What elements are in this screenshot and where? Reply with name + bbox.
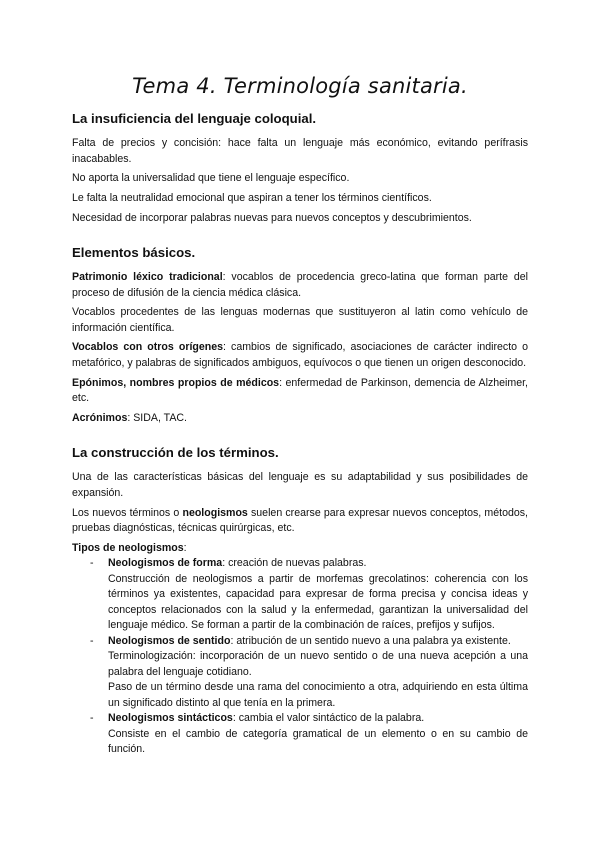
paragraph bbox=[72, 340, 528, 371]
paragraph: Le falta la neutralidad emocional que aspiran a tener los términos científicos. bbox=[72, 191, 432, 204]
list-item bbox=[72, 711, 528, 758]
term-bold: Epónimos, nombres propios de médicos bbox=[72, 376, 280, 389]
paragraph bbox=[72, 506, 528, 537]
list-heading bbox=[72, 541, 528, 557]
item-text: : atribución de un sentido nuevo a una palabra ya existente. bbox=[230, 634, 511, 647]
paragraph bbox=[72, 270, 528, 301]
paragraph-text: : SIDA, TAC. bbox=[127, 411, 187, 424]
term-bold: Neologismos sintácticos bbox=[108, 712, 233, 724]
item-text: : creación de nuevas palabras. bbox=[222, 557, 367, 569]
paragraph-text: : vocablos de procedencia greco-latina que forman parte del proceso de difusión de la ciencia médica clásica. bbox=[72, 271, 528, 299]
term-bold: Vocablos con otros orígenes bbox=[72, 341, 224, 354]
paragraph-text: suelen crearse para expresar nuevos conceptos, métodos, pruebas diagnósticas, técnicas quirúrgicas, etc. bbox=[72, 506, 528, 534]
section-construccion bbox=[72, 444, 528, 757]
item-detail: Paso de un término desde una rama del conocimiento a otra, adquiriendo en esta última un significado distinto al que tenía en la primera. bbox=[108, 681, 528, 709]
item-definition bbox=[108, 711, 528, 727]
paragraph-text: Los nuevos términos o bbox=[72, 506, 183, 519]
dash-bullet: - bbox=[90, 557, 94, 569]
paragraph: Necesidad de incorporar palabras nuevas para nuevos conceptos y descubrimientos. bbox=[72, 211, 472, 224]
list-item bbox=[72, 556, 528, 634]
section-heading: La insuficiencia del lenguaje coloquial. bbox=[72, 111, 317, 126]
term-bold: Neologismos de forma bbox=[108, 557, 223, 569]
list-item bbox=[72, 634, 528, 712]
item-detail: Terminologización: incorporación de un nuevo sentido o de una nueva acepción a una palabra del lenguaje cotidiano. bbox=[108, 650, 528, 678]
section-heading: Elementos básicos. bbox=[72, 245, 196, 261]
document-body bbox=[72, 110, 528, 758]
paragraph: No aporta la universalidad que tiene el lenguaje específico. bbox=[72, 172, 350, 185]
item-detail: Construcción de neologismos a partir de morfemas grecolatinos: coherencia con los términos ya existentes, capacidad para expresar de forma precisa y concisa ideas y conceptos relacionados con la salud y la enfermedad, garantizan la universalidad del lenguaje médico. Se forman a partir de la combinación de raíces, prefijos y sufijos. bbox=[108, 572, 528, 631]
paragraph bbox=[72, 376, 528, 407]
term-bold: neologismos bbox=[182, 506, 248, 519]
term-bold: Acrónimos bbox=[72, 411, 128, 424]
term-bold: Patrimonio léxico tradicional bbox=[72, 271, 223, 284]
paragraph bbox=[72, 411, 528, 427]
paragraph: Una de las características básicas del lenguaje es su adaptabilidad y sus posibilidades de expansión. bbox=[72, 471, 528, 499]
item-detail: Consiste en el cambio de categoría gramatical de un elemento o en su cambio de función. bbox=[108, 727, 528, 755]
neologism-list bbox=[72, 556, 528, 758]
item-definition bbox=[108, 634, 528, 650]
dash-bullet: - bbox=[90, 634, 94, 647]
item-definition bbox=[108, 556, 528, 572]
section-elementos bbox=[72, 244, 528, 426]
section-heading: La construcción de los términos. bbox=[72, 445, 279, 461]
section-insuficiencia bbox=[72, 110, 528, 226]
paragraph: Vocablos procedentes de las lenguas modernas que sustituyeron al latin como vehículo de información científica. bbox=[72, 306, 528, 334]
page-title: Tema 4. Terminología sanitaria. bbox=[132, 74, 468, 98]
paragraph-text: : cambios de significado, asociaciones de carácter indirecto o metafórico, y palabras de significados ambiguos, equívocos o que tienen un origen desconocido. bbox=[72, 341, 529, 369]
paragraph: Falta de precios y concisión: hace falta un lenguaje más económico, evitando perífrasis inacabables. bbox=[72, 137, 528, 165]
list-heading-colon: : bbox=[183, 541, 187, 554]
dash-bullet: - bbox=[90, 712, 94, 724]
list-heading-label: Tipos de neologismos bbox=[72, 541, 184, 554]
paragraph-text: : enfermedad de Parkinson, demencia de Alzheimer, etc. bbox=[72, 376, 528, 405]
term-bold: Neologismos de sentido bbox=[108, 634, 231, 647]
item-text: : cambia el valor sintáctico de la palabra. bbox=[232, 712, 425, 724]
